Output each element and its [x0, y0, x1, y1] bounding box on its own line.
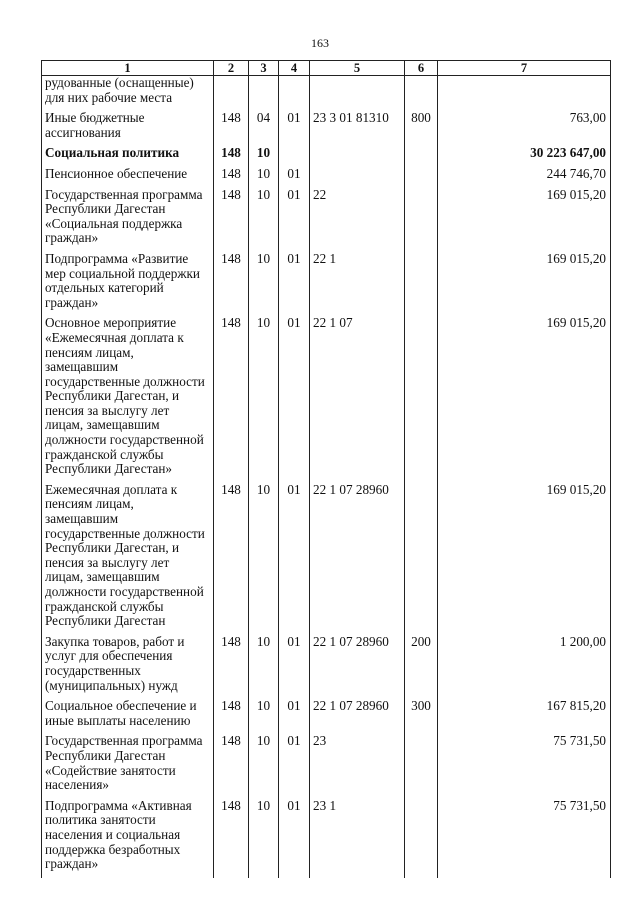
row-pr: 01 [279, 799, 310, 878]
row-pr: 01 [279, 734, 310, 798]
column-header-rz: 3 [249, 61, 279, 76]
row-gr: 148 [214, 799, 249, 878]
row-gr: 148 [214, 483, 249, 635]
row-pr: 01 [279, 635, 310, 699]
row-pr: 01 [279, 188, 310, 252]
row-amount: 244 746,70 [438, 167, 611, 188]
table-row [42, 146, 611, 167]
row-vr [405, 734, 438, 798]
row-csr: 22 [310, 188, 405, 252]
row-amount: 763,00 [438, 111, 611, 146]
table-row [42, 188, 611, 252]
row-rz: 10 [249, 799, 279, 878]
row-vr [405, 188, 438, 252]
row-name: Пенсионное обеспечение [42, 167, 214, 188]
row-name: Подпрограмма «Развитие мер социальной поддержки отдельных категорий граждан» [42, 252, 214, 316]
row-pr: 01 [279, 252, 310, 316]
row-csr: 22 1 07 [310, 316, 405, 483]
column-header-gr: 2 [214, 61, 249, 76]
row-name: Основное мероприятие «Ежемесячная доплата к пенсиям лицам, замещавшим государственные должности Республики Дагестан, и пенсия за выслугу лет лицам, замещавшим должности государственной гражданской службы Республики Дагестан» [42, 316, 214, 483]
row-rz: 10 [249, 252, 279, 316]
table-row [42, 699, 611, 734]
row-name: Ежемесячная доплата к пенсиям лицам, замещавшим государственные должности Республики Дагестан, и пенсия за выслугу лет лицам, замещавшим должности государственной гражданской службы Республики Дагестан [42, 483, 214, 635]
row-amount: 1 200,00 [438, 635, 611, 699]
row-rz: 04 [249, 111, 279, 146]
row-rz: 10 [249, 316, 279, 483]
row-name: рудованные (оснащенные) для них рабочие места [42, 76, 214, 112]
row-amount: 75 731,50 [438, 799, 611, 878]
row-amount [438, 76, 611, 112]
table-row [42, 111, 611, 146]
row-name: Государственная программа Республики Дагестан «Социальная поддержка граждан» [42, 188, 214, 252]
row-pr [279, 146, 310, 167]
row-name: Подпрограмма «Активная политика занятости населения и социальная поддержка безработных граждан» [42, 799, 214, 878]
row-rz: 10 [249, 734, 279, 798]
row-rz: 10 [249, 635, 279, 699]
row-rz: 10 [249, 167, 279, 188]
row-pr: 01 [279, 699, 310, 734]
row-vr: 800 [405, 111, 438, 146]
row-vr: 200 [405, 635, 438, 699]
row-rz: 10 [249, 146, 279, 167]
row-amount: 169 015,20 [438, 252, 611, 316]
row-amount: 167 815,20 [438, 699, 611, 734]
table-row [42, 799, 611, 878]
row-vr [405, 76, 438, 112]
row-pr: 01 [279, 316, 310, 483]
row-vr [405, 146, 438, 167]
row-gr: 148 [214, 734, 249, 798]
row-csr: 22 1 [310, 252, 405, 316]
row-gr: 148 [214, 146, 249, 167]
row-vr [405, 799, 438, 878]
page-number: 163 [311, 36, 329, 50]
column-header-name: 1 [42, 61, 214, 76]
row-pr: 01 [279, 483, 310, 635]
header-row [42, 61, 611, 76]
row-amount: 169 015,20 [438, 483, 611, 635]
row-rz [249, 76, 279, 112]
row-vr [405, 483, 438, 635]
row-amount: 169 015,20 [438, 188, 611, 252]
budget-table [41, 60, 611, 878]
row-rz: 10 [249, 699, 279, 734]
table-row [42, 76, 611, 112]
column-header-amount: 7 [438, 61, 611, 76]
row-rz: 10 [249, 188, 279, 252]
table-row [42, 252, 611, 316]
table-body [42, 76, 611, 878]
row-pr: 01 [279, 167, 310, 188]
row-csr: 22 1 07 28960 [310, 699, 405, 734]
table-row [42, 734, 611, 798]
row-csr: 23 1 [310, 799, 405, 878]
row-vr [405, 252, 438, 316]
row-amount: 75 731,50 [438, 734, 611, 798]
row-vr: 300 [405, 699, 438, 734]
row-csr [310, 146, 405, 167]
row-name: Закупка товаров, работ и услуг для обеспечения государственных (муниципальных) нужд [42, 635, 214, 699]
row-csr: 22 1 07 28960 [310, 483, 405, 635]
table-row [42, 167, 611, 188]
row-name: Иные бюджетные ассигнования [42, 111, 214, 146]
column-header-pr: 4 [279, 61, 310, 76]
row-gr: 148 [214, 316, 249, 483]
row-amount: 30 223 647,00 [438, 146, 611, 167]
table-header [42, 61, 611, 76]
row-name: Социальное обеспечение и иные выплаты населению [42, 699, 214, 734]
row-vr [405, 167, 438, 188]
row-csr: 23 3 01 81310 [310, 111, 405, 146]
row-csr [310, 167, 405, 188]
table-row [42, 316, 611, 483]
row-vr [405, 316, 438, 483]
column-header-vr: 6 [405, 61, 438, 76]
row-amount: 169 015,20 [438, 316, 611, 483]
row-gr: 148 [214, 699, 249, 734]
row-gr: 148 [214, 188, 249, 252]
row-name: Государственная программа Республики Дагестан «Содействие занятости населения» [42, 734, 214, 798]
table-row [42, 483, 611, 635]
row-gr [214, 76, 249, 112]
row-csr [310, 76, 405, 112]
row-gr: 148 [214, 635, 249, 699]
row-gr: 148 [214, 252, 249, 316]
table-row [42, 635, 611, 699]
row-csr: 23 [310, 734, 405, 798]
row-pr [279, 76, 310, 112]
row-rz: 10 [249, 483, 279, 635]
row-gr: 148 [214, 111, 249, 146]
row-csr: 22 1 07 28960 [310, 635, 405, 699]
row-name: Социальная политика [42, 146, 214, 167]
row-pr: 01 [279, 111, 310, 146]
row-gr: 148 [214, 167, 249, 188]
column-header-csr: 5 [310, 61, 405, 76]
